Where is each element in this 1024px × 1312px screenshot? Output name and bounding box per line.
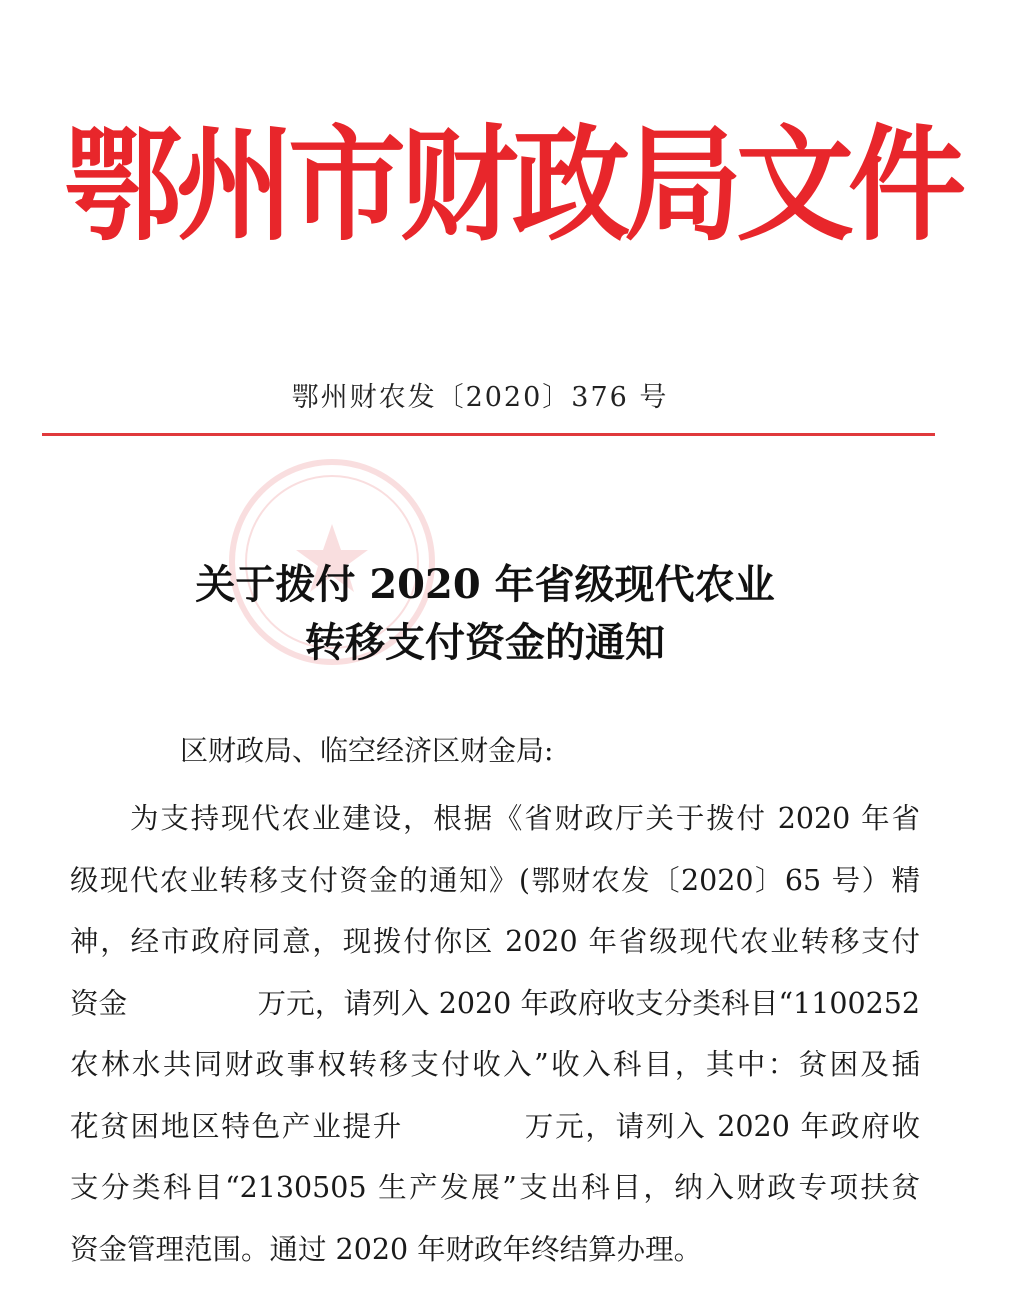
body-line-part: 花贫困地区特色产业提升 (70, 1109, 404, 1143)
body-line: 级现代农业转移支付资金的通知》(鄂财农发〔2020〕65 号）精 (70, 863, 920, 897)
salutation: 区财政局、临空经济区财金局: (180, 734, 554, 767)
body-line: 支分类科目“2130505 生产发展”支出科目，纳入财政专项扶贫 (70, 1171, 920, 1204)
notice-title-line-2: 转移支付资金的通知 (305, 619, 665, 666)
body-line-part: 万元，请列入 2020 年政府收 (523, 1109, 920, 1143)
body-line-with-amount-blank (70, 1096, 920, 1158)
notice-title (0, 556, 970, 672)
body-line-with-amount-blank (70, 973, 920, 1035)
issuer-masthead: 鄂州市财政局文件 (63, 112, 960, 258)
notice-body (70, 788, 920, 1280)
body-line-part: 万元，请列入 2020 年政府收支分类科目“1100252 (257, 986, 920, 1020)
body-line: 神，经市政府同意，现拨付你区 2020 年省级现代农业转移支付 (70, 925, 920, 958)
document-number: 鄂州财农发〔2020〕376 号 (291, 382, 669, 413)
notice-title-line-1: 关于拨付 2020 年省级现代农业 (195, 561, 775, 608)
red-divider-rule (42, 433, 935, 436)
body-line-part: 资金 (70, 986, 128, 1020)
body-line: 为支持现代农业建设，根据《省财政厅关于拨付 2020 年省 (130, 802, 920, 835)
body-line: 资金管理范围。通过 2020 年财政年终结算办理。 (70, 1232, 703, 1266)
body-line: 农林水共同财政事权转移支付收入”收入科目，其中：贫困及插 (70, 1048, 920, 1081)
